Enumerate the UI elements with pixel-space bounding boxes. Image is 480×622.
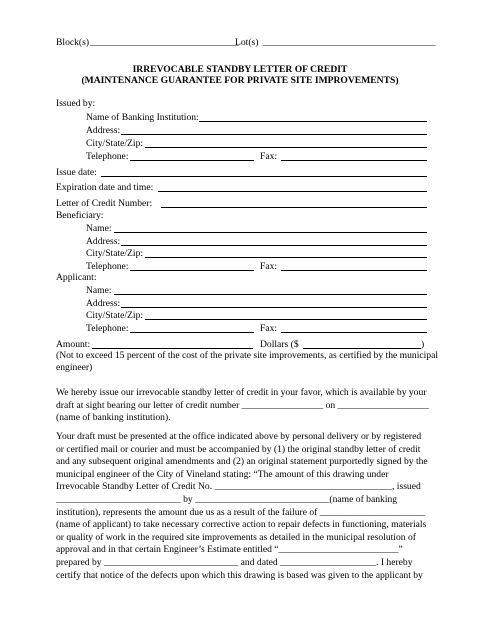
issuer-telephone-field[interactable]	[130, 160, 254, 161]
issuer-city-label: City/State/Zip:	[86, 138, 144, 149]
expiration-field[interactable]	[158, 191, 427, 192]
beneficiary-name-field[interactable]	[114, 232, 427, 233]
block-field[interactable]: _______________________________	[90, 37, 239, 48]
amount-label: Amount:	[56, 339, 91, 350]
document-title: IRREVOCABLE STANDBY LETTER OF CREDIT	[132, 64, 348, 75]
issue-date-field[interactable]	[101, 176, 427, 177]
beneficiary-fax-label: Fax:	[260, 261, 278, 272]
issuer-telephone-label: Telephone:	[86, 151, 129, 162]
applicant-telephone-label: Telephone:	[86, 323, 129, 334]
beneficiary-telephone-field[interactable]	[130, 270, 254, 271]
issuer-address-field[interactable]	[121, 134, 427, 135]
block-label: Block(s)	[56, 37, 90, 48]
amount-note-line: (Not to exceed 15 percent of the cost of the private site improvements, as certified by the municipal	[56, 350, 439, 361]
paragraph-line: or certified mail or courier and must be accompanied by (1) the original standby letter of credit	[56, 443, 421, 455]
paragraph-line: approval and in that certain Engineer’s Estimate entitled “_________________________”	[56, 544, 403, 556]
paragraph-line: Irrevocable Standby Letter of Credit No. _____________________________________, issued	[56, 481, 421, 493]
issued-by-heading: Issued by:	[56, 98, 96, 109]
issuer-name-field[interactable]	[199, 121, 427, 122]
beneficiary-city-field[interactable]	[145, 257, 427, 258]
letter-number-field[interactable]	[161, 207, 427, 208]
amount-note-line: engineer)	[56, 362, 93, 373]
paragraph-line: __________________________ by ____________________________(name of banking	[56, 494, 398, 505]
dollars-field[interactable]	[303, 348, 421, 349]
expiration-label: Expiration date and time:	[56, 182, 154, 193]
paragraph-line: Your draft must be presented at the office indicated above by personal delivery or by registered	[56, 431, 422, 442]
applicant-name-field[interactable]	[114, 294, 427, 295]
beneficiary-address-label: Address:	[86, 236, 121, 247]
issuer-city-field[interactable]	[145, 147, 427, 148]
beneficiary-name-label: Name:	[86, 223, 112, 234]
paragraph-line: We hereby issue our irrevocable standby letter of credit in your favor, which is available by your	[56, 387, 427, 398]
dollars-label: Dollars ($	[260, 339, 299, 350]
paragraph-line: (name of applicant) to take necessary corrective action to repair defects in functioning, materials	[56, 519, 427, 531]
issuer-fax-label: Fax:	[260, 151, 278, 162]
applicant-fax-label: Fax:	[260, 323, 278, 334]
applicant-heading: Applicant:	[56, 272, 97, 283]
paragraph-line: draft at sight bearing our letter of credit number _________________ on ___________________	[56, 399, 429, 411]
applicant-city-field[interactable]	[145, 319, 427, 320]
beneficiary-telephone-label: Telephone:	[86, 261, 129, 272]
paragraph-line: (name of banking institution).	[56, 412, 171, 424]
applicant-fax-field[interactable]	[281, 332, 427, 333]
paragraph-line: or quality of work in the required site improvements as detailed in the municipal resolution of	[56, 531, 416, 543]
beneficiary-heading: Beneficiary:	[56, 210, 104, 221]
paragraph-line: institution), represents the amount due us as a result of the failure of ______________________	[56, 506, 426, 518]
applicant-address-field[interactable]	[121, 307, 427, 308]
applicant-address-label: Address:	[86, 298, 121, 309]
paragraph-line: certify that notice of the defects upon which this drawing is based was given to the applicant by	[56, 569, 423, 581]
applicant-telephone-field[interactable]	[130, 332, 254, 333]
beneficiary-fax-field[interactable]	[281, 270, 427, 271]
lot-label: Lot(s)	[235, 37, 259, 48]
letter-number-label: Letter of Credit Number:	[56, 198, 153, 209]
beneficiary-address-field[interactable]	[121, 245, 427, 246]
applicant-city-label: City/State/Zip:	[86, 310, 144, 321]
issue-date-label: Issue date:	[56, 167, 97, 178]
document-subtitle: (MAINTENANCE GUARANTEE FOR PRIVATE SITE IMPROVEMENTS)	[81, 75, 399, 86]
issuer-fax-field[interactable]	[281, 160, 427, 161]
paragraph-line: prepared by ____________________________ and dated ____________________. I hereby	[56, 557, 413, 568]
issuer-name-label: Name of Banking Institution:	[86, 112, 199, 123]
paragraph-line: and any subsequent original amendments and (2) an original statement purportedly signed by the	[56, 456, 428, 468]
dollars-close: )	[421, 339, 425, 350]
beneficiary-city-label: City/State/Zip:	[86, 248, 144, 259]
lot-field[interactable]: ____________________________________	[263, 37, 436, 48]
paragraph-line: municipal engineer of the City of Vineland stating: “The amount of this drawing under	[56, 468, 389, 480]
amount-field[interactable]	[92, 348, 253, 349]
issuer-address-label: Address:	[86, 125, 121, 136]
applicant-name-label: Name:	[86, 285, 112, 296]
